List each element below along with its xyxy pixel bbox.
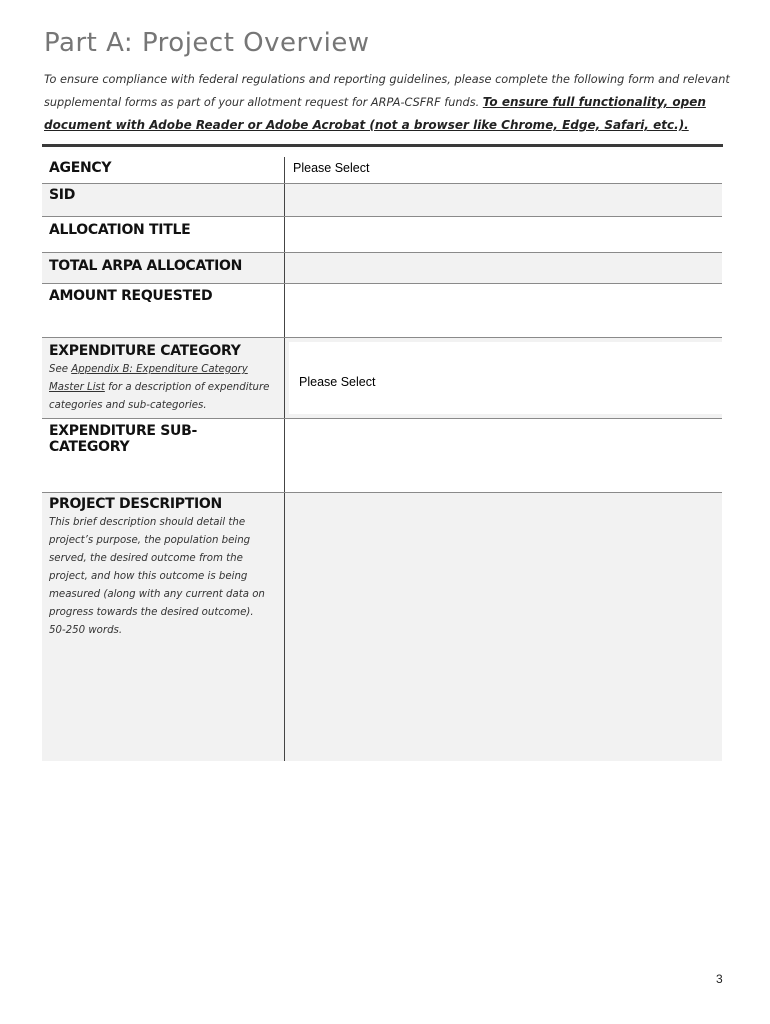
page-title: Part A: Project Overview [44, 28, 370, 58]
total-allocation-label: TOTAL ARPA ALLOCATION [49, 258, 243, 274]
amount-requested-row [42, 284, 722, 338]
project-overview-form [42, 157, 722, 761]
expenditure-category-label: EXPENDITURE CATEGORY [49, 343, 241, 359]
agency-row [42, 157, 722, 184]
intro-emphasis: To ensure full functionality, open document with Adobe Reader or Adobe Acrobat (not a browser like Chrome, Edge, Safari, etc.). [44, 95, 706, 132]
amount-requested-field[interactable] [285, 284, 722, 337]
amount-requested-label: AMOUNT REQUESTED [49, 288, 213, 304]
intro-text: To ensure compliance with federal regulations and reporting guidelines, please complete the following form and relevant supplemental forms as part of your allotment request for ARPA-CSFRF funds. [44, 73, 730, 109]
project-description-row [42, 493, 722, 761]
section-divider [42, 144, 723, 147]
expenditure-category-row [42, 338, 722, 419]
agency-select[interactable]: Please Select [293, 161, 370, 175]
expenditure-subcategory-field[interactable] [285, 419, 722, 492]
expenditure-category-note: See Appendix B: Expenditure Category Master List for a description of expenditure categories and sub-categories. [49, 364, 270, 411]
allocation-title-label: ALLOCATION TITLE [49, 222, 191, 238]
allocation-title-row [42, 217, 722, 253]
allocation-title-field[interactable] [285, 217, 722, 252]
expenditure-subcategory-row [42, 419, 722, 493]
expenditure-category-select[interactable]: Please Select [289, 342, 722, 414]
page-number: 3 [716, 972, 723, 986]
project-description-field[interactable] [285, 493, 722, 761]
intro-paragraph [44, 69, 734, 137]
agency-label: AGENCY [49, 160, 112, 176]
appendix-b-link[interactable]: Appendix B: Expenditure Category Master List [49, 364, 248, 393]
sid-label: SID [49, 187, 76, 203]
total-allocation-field[interactable] [285, 253, 722, 283]
expenditure-subcategory-label: EXPENDITURE SUB-CATEGORY [49, 423, 197, 455]
sid-row [42, 184, 722, 217]
sid-field[interactable] [285, 184, 722, 216]
project-description-note: This brief description should detail the project’s purpose, the population being served, the desired outcome from the project, and how this outcome is being measured (along with any current data on progress towards the desired outcome). 50-250 words. [49, 517, 265, 636]
project-description-label: PROJECT DESCRIPTION [49, 496, 222, 512]
total-allocation-row [42, 253, 722, 284]
